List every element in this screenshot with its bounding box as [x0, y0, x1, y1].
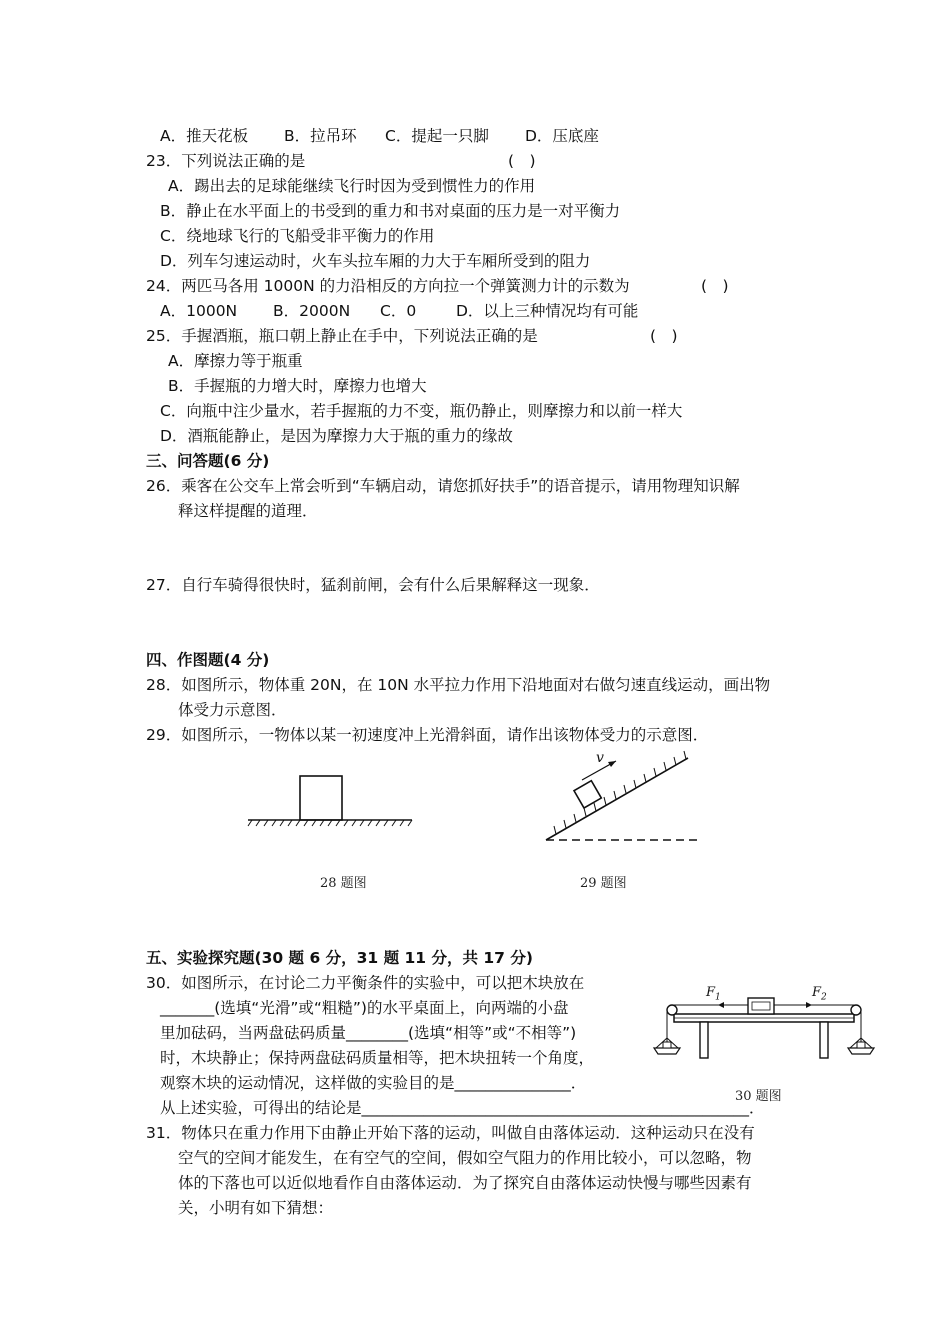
figure-29 [542, 748, 702, 848]
q27-text: 27．自行车骑得很快时，猛刹前闸，会有什么后果解释这一现象． [146, 576, 600, 594]
q25-option-a: A．摩擦力等于瓶重 [168, 352, 303, 370]
fig29-caption: 29 题图 [580, 876, 627, 891]
q30-line2: _______(选填“光滑”或“粗糙”)的水平桌面上，向两端的小盘 [160, 999, 569, 1017]
fig29-incline [546, 758, 688, 840]
q24-option-c: C．0 [380, 302, 417, 320]
q31-line2: 空气的空间才能发生，在有空气的空间，假如空气阻力的作用比较小，可以忽略，物 [178, 1149, 752, 1167]
q26-line2: 释这样提醒的道理． [178, 502, 318, 520]
fig28-caption: 28 题图 [320, 876, 367, 891]
q22-option-c: C．提起一只脚 [385, 127, 489, 145]
fig29-incline-hatch [554, 751, 686, 834]
q22-option-d: D．压底座 [525, 127, 599, 145]
fig30-table-leg-right [820, 1022, 828, 1058]
q24-option-d: D．以上三种情况均有可能 [456, 302, 639, 320]
fig30-f2-label: $F_2$ [812, 985, 827, 1003]
fig30-arrow-f2 [806, 1002, 812, 1008]
fig30-f1-label: $F_1$ [706, 985, 721, 1003]
figure-30 [652, 988, 882, 1068]
q23-stem: 23．下列说法正确的是 [146, 152, 306, 170]
q28-line1: 28．如图所示，物体重 20N，在 10N 水平拉力作用下沿地面对右做匀速直线运动，画出物 [146, 676, 771, 694]
fig30-pulley-left [667, 1005, 677, 1015]
q25-option-d: D．酒瓶能静止，是因为摩擦力大于瓶的重力的缘故 [160, 427, 513, 445]
q24-option-b: B．2000N [273, 302, 351, 320]
section4-title: 四、作图题(4 分) [146, 651, 270, 669]
q24-option-a: A．1000N [160, 302, 238, 320]
fig30-f1-subscript: 1 [715, 992, 721, 1003]
figure-28 [248, 772, 418, 832]
q25-option-b: B．手握瓶的力增大时，摩擦力也增大 [168, 377, 427, 395]
q23-option-b: B．静止在水平面上的书受到的重力和书对桌面的压力是一对平衡力 [160, 202, 621, 220]
q25-bracket: ( ) [650, 327, 678, 345]
q26-line1: 26．乘客在公交车上常会听到“车辆启动，请您抓好扶手”的语音提示，请用物理知识解 [146, 477, 740, 495]
q23-option-c: C．绕地球飞行的飞船受非平衡力的作用 [160, 227, 435, 245]
q29-text: 29．如图所示，一物体以某一初速度冲上光滑斜面，请作出该物体受力的示意图． [146, 726, 709, 744]
q23-option-d: D．列车匀速运动时，火车头拉车厢的力大于车厢所受到的阻力 [160, 252, 591, 270]
section3-title: 三、问答题(6 分) [146, 452, 270, 470]
q23-bracket: ( ) [508, 152, 536, 170]
q30-line3: 里加砝码，当两盘砝码质量________(选填“相等”或“不相等”) [160, 1024, 577, 1042]
q30-line4: 时，木块静止；保持两盘砝码质量相等，把木块扭转一个角度， [160, 1049, 595, 1067]
q22-option-a: A．推天花板 [160, 127, 249, 145]
q25-option-c: C．向瓶中注少量水，若手握瓶的力不变，瓶仍静止，则摩擦力和以前一样大 [160, 402, 683, 420]
fig29-v-label: v [596, 750, 604, 766]
q31-line3: 体的下落也可以近似地看作自由落体运动．为了探究自由落体运动快慢与哪些因素有 [178, 1174, 752, 1192]
fig30-f2-subscript: 2 [821, 992, 827, 1003]
section5-title: 五、实验探究题(30 题 6 分，31 题 11 分，共 17 分) [146, 949, 533, 967]
fig30-caption: 30 题图 [735, 1089, 782, 1104]
q24-stem: 24．两匹马各用 1000N 的力沿相反的方向拉一个弹簧测力计的示数为 [146, 277, 630, 295]
q31-line1: 31．物体只在重力作用下由静止开始下落的运动，叫做自由落体运动．这种运动只在没有 [146, 1124, 755, 1142]
q30-line1: 30．如图所示，在讨论二力平衡条件的实验中，可以把木块放在 [146, 974, 585, 992]
fig30-pulley-right [851, 1005, 861, 1015]
q22-option-b: B．拉吊环 [284, 127, 357, 145]
q30-line6: 从上述实验，可得出的结论是__________________________________________________． [160, 1099, 765, 1117]
fig30-arrow-f1 [718, 1002, 724, 1008]
q24-bracket: ( ) [701, 277, 729, 295]
q23-option-a: A．踢出去的足球能继续飞行时因为受到惯性力的作用 [168, 177, 536, 195]
q25-stem: 25．手握酒瓶，瓶口朝上静止在手中，下列说法正确的是 [146, 327, 538, 345]
q30-line5: 观察木块的运动情况，这样做的实验目的是_______________． [160, 1074, 587, 1092]
fig29-block [574, 781, 601, 808]
fig29-arrow-head [608, 761, 616, 767]
fig30-table-leg-left [700, 1022, 708, 1058]
q31-line4: 关，小明有如下猜想： [178, 1199, 334, 1217]
q28-line2: 体受力示意图． [178, 701, 287, 719]
fig28-ground-hatch [248, 820, 412, 826]
fig28-block [300, 776, 342, 820]
